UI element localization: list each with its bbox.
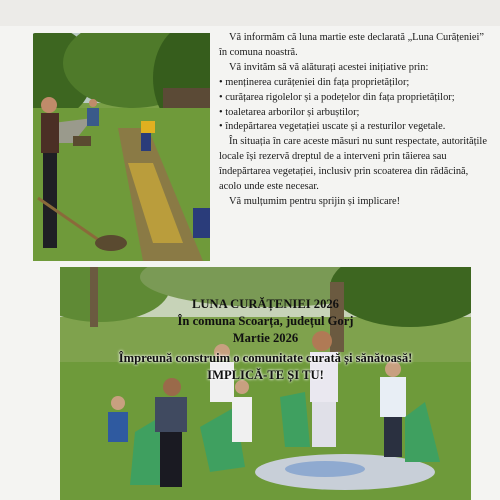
bullet-item: • curățarea rigolelor și a podețelor din fața proprietăților;	[219, 91, 489, 106]
poster-date: Martie 2026	[232, 331, 299, 345]
bullet-item: • menținerea curățeniei din fața proprietăților;	[219, 76, 489, 91]
announcement-text	[219, 31, 489, 210]
poster-call-to-action: IMPLICĂ-TE ȘI TU!	[207, 368, 324, 382]
bullet-item: • toaletarea arborilor și arbuștilor;	[219, 106, 489, 121]
top-strip	[0, 0, 500, 26]
warning-paragraph: În situația în care aceste măsuri nu sunt respectate, autoritățile locale își rezervă dreptul de a interveni prin tăierea sau îndepărtarea vegetației, inclusiv prin scoaterea din rădăcină, acolo unde este necesar.	[219, 136, 487, 193]
bullet-item: • îndepărtarea vegetației uscate și a resturilor vegetale.	[219, 120, 489, 135]
poster-title: LUNA CURĂȚENIEI 2026	[192, 297, 339, 311]
poster-location: În comuna Scoarța, județul Gorj	[177, 314, 354, 328]
thanks-paragraph: Vă mulțumim pentru sprijin și implicare!	[229, 195, 401, 207]
invite-paragraph: Vă invităm să vă alăturați acestei inițiative prin:	[229, 61, 429, 73]
ditch-cleaning-photo	[33, 33, 210, 261]
intro-paragraph: Vă informăm că luna martie este declarată „Luna Curățeniei” în comuna noastră.	[219, 32, 485, 58]
poster-caption	[60, 296, 471, 384]
poster-slogan: Împreună construim o comunitate curată și sănătoasă!	[118, 351, 413, 365]
